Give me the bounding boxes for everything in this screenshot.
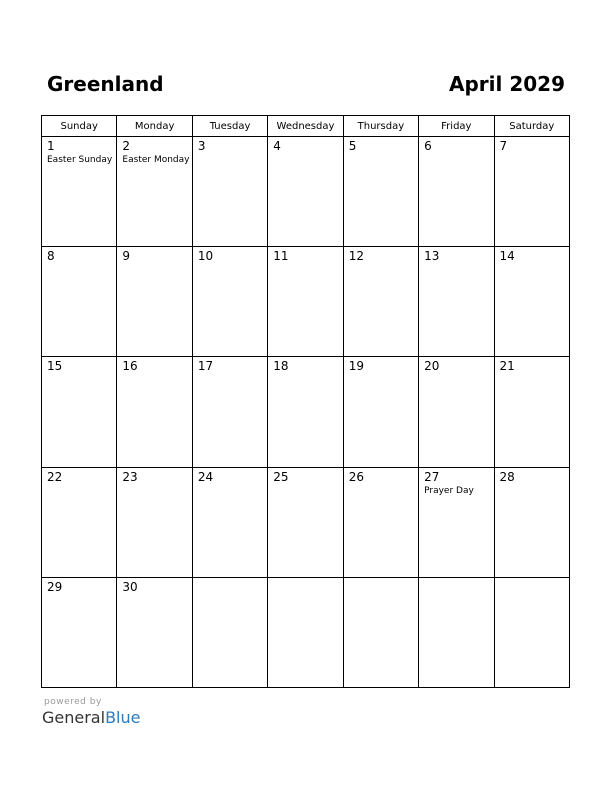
day-number — [344, 578, 418, 580]
day-number: 16 — [122, 359, 138, 374]
day-number: 17 — [197, 359, 214, 374]
day-number: 28 — [499, 469, 515, 484]
day-cell — [117, 137, 192, 247]
day-number: 11 — [273, 249, 289, 264]
month-year-title: April 2029 — [449, 72, 565, 96]
day-number: 5 — [348, 139, 357, 153]
holiday-label: Prayer Day — [424, 485, 474, 496]
day-cell — [268, 137, 343, 247]
day-cell — [494, 247, 569, 357]
weekday-header-friday: Friday — [419, 116, 494, 137]
week-row — [42, 577, 570, 687]
brand-logo — [42, 708, 140, 728]
day-cell — [494, 467, 569, 577]
day-cell — [343, 137, 418, 247]
day-cell — [192, 577, 267, 687]
day-cell — [42, 577, 117, 687]
day-cell — [117, 357, 192, 467]
day-cell — [268, 467, 343, 577]
day-number: 29 — [47, 579, 63, 594]
weekday-header-thursday: Thursday — [343, 116, 418, 137]
day-cell — [343, 357, 418, 467]
day-number: 10 — [197, 249, 214, 264]
brand-name-blue: Blue — [105, 708, 141, 727]
week-row — [42, 357, 570, 467]
brand-name-general: General — [42, 708, 106, 727]
day-number: 22 — [47, 469, 63, 484]
holiday-label: Easter Sunday — [47, 155, 113, 165]
weekday-header-wednesday: Wednesday — [268, 116, 343, 137]
day-cell — [192, 137, 267, 247]
day-cell — [419, 577, 494, 687]
day-cell — [42, 357, 117, 467]
day-number: 18 — [273, 359, 289, 374]
country-title: Greenland — [47, 72, 164, 96]
day-number: 4 — [273, 139, 281, 153]
month-calendar-grid — [41, 115, 570, 688]
day-cell — [419, 357, 494, 467]
day-cell — [419, 137, 494, 247]
day-cell — [268, 357, 343, 467]
week-row — [42, 467, 570, 577]
powered-by-text: powered by — [44, 697, 102, 707]
week-row — [42, 137, 570, 247]
day-number: 14 — [499, 249, 515, 264]
day-number: 26 — [348, 469, 364, 484]
day-cell — [494, 577, 569, 687]
day-number: 30 — [122, 579, 138, 594]
day-number — [193, 578, 267, 580]
day-number: 23 — [122, 469, 138, 484]
day-cell — [192, 247, 267, 357]
weekday-header-sunday: Sunday — [42, 116, 117, 137]
day-number: 1 — [47, 139, 55, 153]
day-number — [495, 578, 569, 580]
day-cell — [117, 247, 192, 357]
day-number: 8 — [47, 249, 55, 264]
day-cell — [419, 467, 494, 577]
day-number: 3 — [197, 139, 206, 153]
day-cell — [192, 467, 267, 577]
day-number: 7 — [499, 139, 508, 153]
day-cell — [42, 467, 117, 577]
day-number: 24 — [197, 469, 214, 484]
day-cell — [268, 577, 343, 687]
week-row — [42, 247, 570, 357]
day-number: 19 — [348, 359, 364, 374]
weekday-header-row — [42, 116, 570, 137]
day-cell — [343, 247, 418, 357]
day-cell — [494, 137, 569, 247]
day-cell — [419, 247, 494, 357]
day-cell — [42, 137, 117, 247]
day-cell — [343, 467, 418, 577]
day-number: 12 — [348, 249, 364, 264]
day-number: 15 — [47, 359, 63, 374]
calendar-header — [47, 70, 565, 100]
weekday-header-monday: Monday — [117, 116, 192, 137]
day-cell — [494, 357, 569, 467]
weekday-header-saturday: Saturday — [494, 116, 569, 137]
day-cell — [117, 577, 192, 687]
day-number — [268, 578, 342, 580]
weekday-header-tuesday: Tuesday — [192, 116, 267, 137]
day-number: 13 — [424, 249, 440, 264]
day-cell — [343, 577, 418, 687]
day-number: 9 — [122, 249, 131, 264]
day-cell — [42, 247, 117, 357]
calendar-body — [42, 137, 570, 688]
day-cell — [117, 467, 192, 577]
day-number: 25 — [273, 469, 289, 484]
day-number: 2 — [122, 139, 131, 153]
holiday-label: Easter Monday — [122, 155, 190, 165]
day-number: 6 — [424, 139, 432, 153]
day-cell — [192, 357, 267, 467]
day-number: 21 — [499, 359, 515, 374]
day-number: 27 — [424, 469, 440, 484]
day-number — [419, 578, 493, 580]
day-cell — [268, 247, 343, 357]
footer-branding — [42, 697, 140, 728]
day-number: 20 — [424, 359, 440, 374]
